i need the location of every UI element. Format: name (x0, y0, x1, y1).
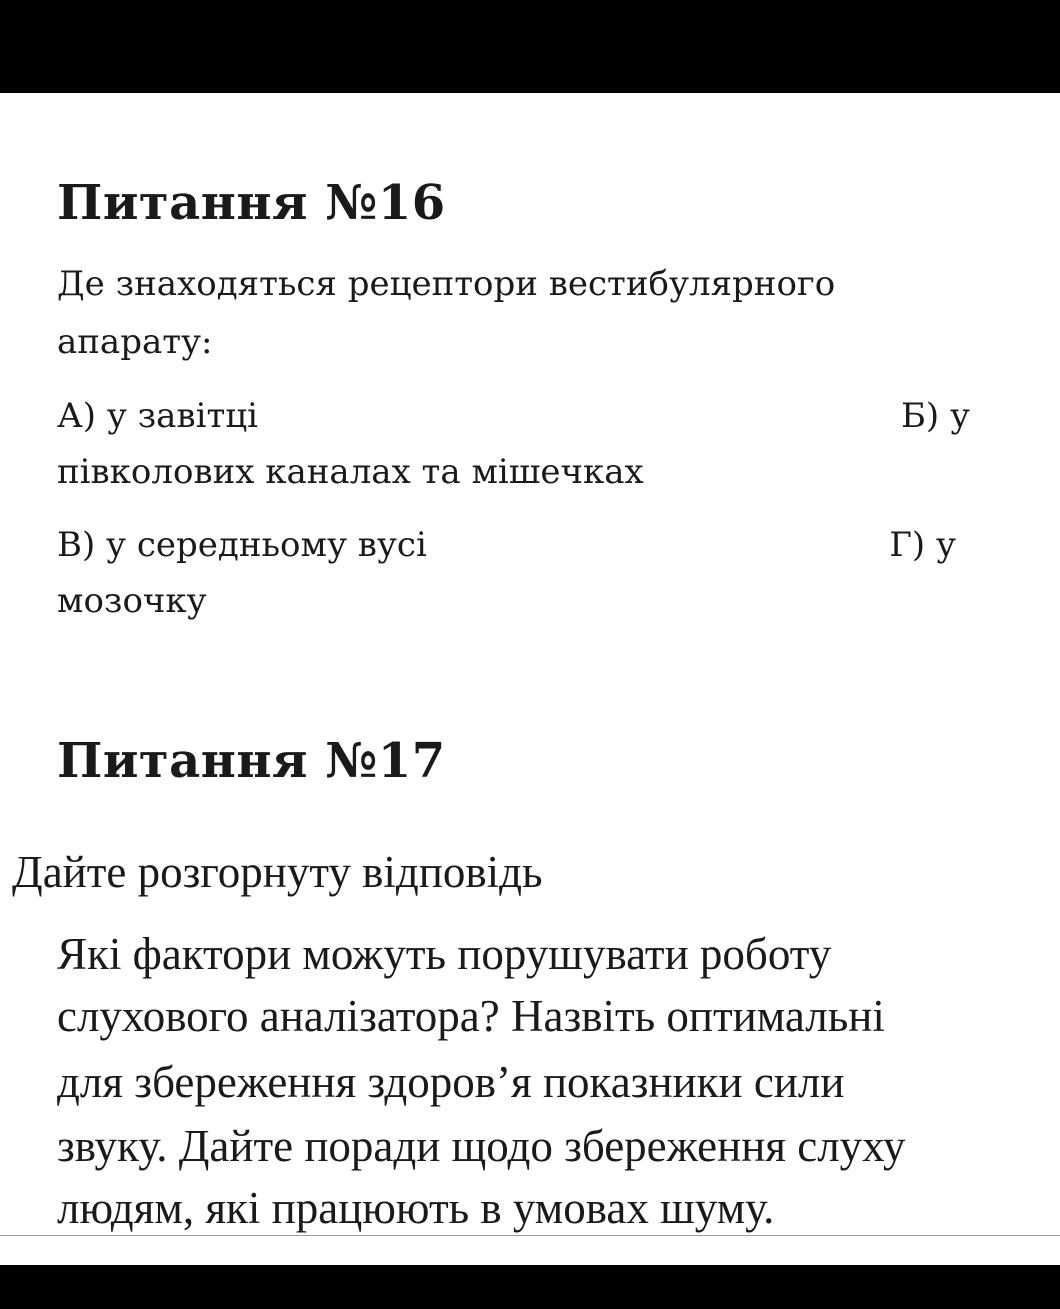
bottom-divider (0, 1235, 1060, 1236)
top-black-bar (0, 0, 1060, 93)
bottom-black-bar (0, 1265, 1060, 1309)
answer-option-g-continued: мозочку (57, 581, 207, 621)
answer-option-b-continued: півколових каналах та мішечках (57, 452, 644, 492)
answer-option-v: В) у середньому вусі (57, 525, 427, 565)
question-16-text-line-2: апарату: (57, 322, 213, 362)
question-17-instruction: Дайте розгорнуту відповідь (12, 847, 543, 897)
answer-option-a: А) у завітці (57, 396, 259, 436)
question-17-title: Питання №17 (57, 733, 446, 789)
question-16-title: Питання №16 (57, 175, 446, 231)
question-16-text-line-1: Де знаходяться рецептори вестибулярного (57, 264, 836, 304)
answer-option-b-start: Б) у (900, 396, 970, 436)
question-17-text-line-3: для збереження здоров’я показники сили (57, 1057, 845, 1107)
question-17-text-line-5: людям, які працюють в умовах шуму. (57, 1183, 775, 1233)
question-17-text-line-4: звуку. Дайте поради щодо збереження слуху (57, 1121, 906, 1171)
question-17-text-line-1: Які фактори можуть порушувати роботу (57, 929, 832, 979)
question-17-text-line-2: слухового аналізатора? Назвіть оптимальні (57, 991, 885, 1041)
answer-option-g-start: Г) у (889, 525, 956, 565)
